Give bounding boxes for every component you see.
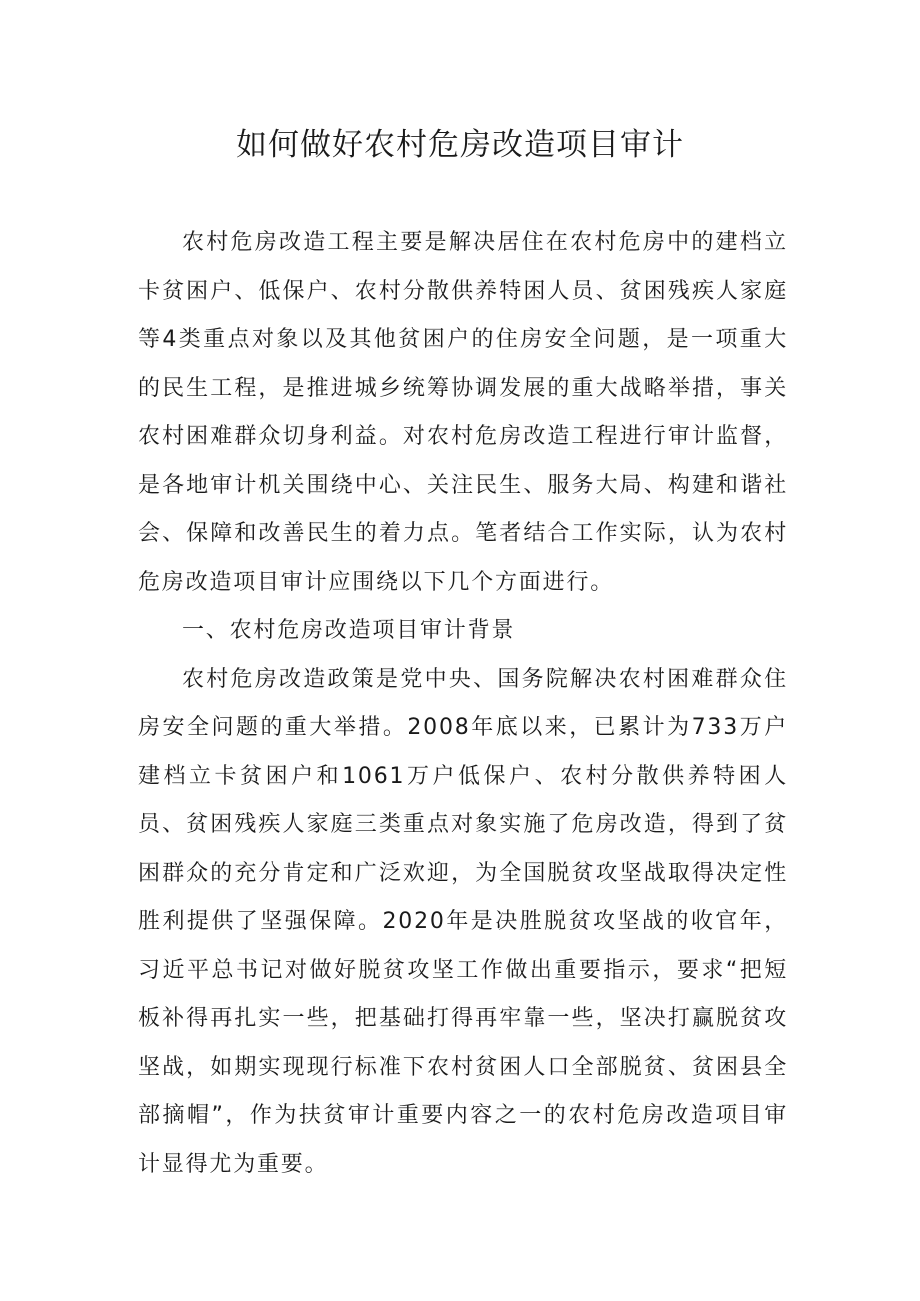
section-heading: 一、农村危房改造项目审计背景 — [182, 618, 516, 643]
document-body — [138, 219, 788, 1189]
intro-paragraph: 农村危房改造工程主要是解决居住在农村危房中的建档立卡贫困户、低保户、农村分散供养特困人员、贫困残疾人家庭等4类重点对象以及其他贫困户的住房安全问题，是一项重大的民生工程，是推进城乡统筹协调发展的重大战略举措，事关农村困难群众切身利益。对农村危房改造工程进行审计监督，是各地审计机关围绕中心、关注民生、服务大局、构建和谐社会、保障和改善民生的着力点。笔者结合工作实际，认为农村危房改造项目审计应围绕以下几个方面进行。 — [138, 230, 788, 595]
document-title: 如何做好农村危房改造项目审计 — [236, 127, 684, 163]
background-paragraph: 农村危房改造政策是党中央、国务院解决农村困难群众住房安全问题的重大举措。2008年底以来，已累计为733万户建档立卡贫困户和1061万户低保户、农村分散供养特困人员、贫困残疾人家庭三类重点对象实施了危房改造，得到了贫困群众的充分肯定和广泛欢迎，为全国脱贫攻坚战取得决定性胜利提供了坚强保障。2020年是决胜脱贫攻坚战的收官年，习近平总书记对做好脱贫攻坚工作做出重要指示，要求“把短板补得再扎实一些，把基础打得再牢靠一些，坚决打赢脱贫攻坚战，如期实现现行标准下农村贫困人口全部脱贫、贫困县全部摘帽”，作为扶贫审计重要内容之一的农村危房改造项目审计显得尤为重要。 — [138, 666, 788, 1177]
